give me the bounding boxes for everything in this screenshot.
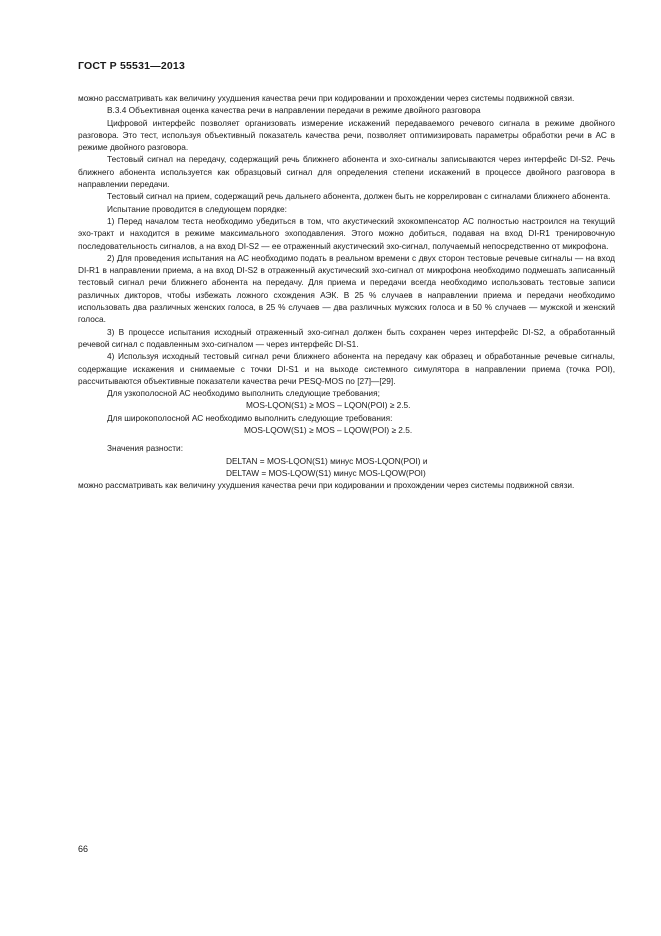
formula-delta-n: DELTAN = MOS-LQON(S1) минус MOS-LQON(POI) и	[226, 455, 428, 466]
formula-delta-w: DELTAW = MOS-LQOW(S1) минус MOS-LQOW(POI)	[226, 467, 426, 478]
paragraph: Цифровой интерфейс позволяет организовать измерение искажений передаваемого речевого сигнала в режиме двойного разговора. Это тест, используя объективный показатель качества речи, позволяет оптимизировать параметры обработки речи в АС в режиме двойного разговора.	[78, 117, 615, 153]
paragraph: Тестовый сигнал на прием, содержащий речь дальнего абонента, должен быть не коррелирован с сигналами ближнего абонента.	[107, 191, 611, 202]
paragraph-intro: можно рассматривать как величину ухудшения качества речи при кодировании и прохождении через системы подвижной связи.	[78, 93, 575, 103]
formula-narrowband: MOS-LQON(S1) ≥ MOS – LQON(POI) ≥ 2.5.	[246, 400, 411, 411]
paragraph-conclusion: можно рассматривать как величину ухудшения качества речи при кодировании и прохождении через системы подвижной связи.	[78, 480, 575, 491]
paragraph: Значения разности:	[107, 443, 184, 454]
page-number: 66	[78, 844, 89, 854]
paragraph: Для узкополосной АС необходимо выполнить следующие требования;	[107, 388, 380, 399]
paragraph: Для широкополосной АС необходимо выполнить следующие требования:	[107, 412, 393, 423]
page-body	[78, 92, 615, 492]
paragraph: Тестовый сигнал на передачу, содержащий речь ближнего абонента и эхо-сигналы записываются через интерфейс DI-S2. Речь ближнего абонента используется как образцовый сигнал для определения степени искажений в процессе двойного разговора в направлении передачи.	[78, 154, 615, 190]
document-header: ГОСТ Р 55531—2013	[78, 60, 186, 72]
list-item-step-4: 4) Используя исходный тестовый сигнал речи ближнего абонента на передачу как образец и обработанные речевые сигналы, содержащие искажения и снимаемые с точки DI-S1 и на выходе системного симулятора в направлении приема (точка POI), рассчитываются объективные показатели качества речи PESQ-MOS по [27]—[29].	[78, 351, 615, 386]
paragraph: Испытание проводится в следующем порядке:	[107, 203, 287, 214]
list-item-step-1: 1) Перед началом теста необходимо убедиться в том, что акустический эхокомпенсатор АС полностью настроился на текущий эхо-тракт и находится в режиме максимального эхоподавления. Этого можно добиться, подавая на вход DI-R1 тренировочную последовательность сигналов, а на вход DI-S2 — ее отраженный акустический эхо-сигнал, получаемый непосредственно от микрофона.	[78, 215, 615, 251]
formula-wideband: MOS-LQOW(S1) ≥ MOS – LQOW(POI) ≥ 2.5.	[244, 425, 413, 436]
list-item-step-2: 2) Для проведения испытания на АС необходимо подать в реальном времени с двух сторон тестовые речевые сигналы — на вход DI-R1 в направлении приема, а на вход DI-S2 в отраженный акустический эхо-сигнал от микрофона необходимо подмешать записанный тестовый сигнал речи ближнего абонента на передачу. Для приема и передачи всегда необходимо использовать тестовые записи различных дикторов, чтобы избежать ложного схождения АЭК. В 25 % случаев в направлении приема и передачи необходимо использовать два различных женских голоса, в 25 % случаев — два различных мужских голоса и в 50 % случаев — мужской и женский голоса.	[78, 252, 615, 325]
list-item-step-3: 3) В процессе испытания исходный отраженный эхо-сигнал должен быть сохранен через интерфейс DI-S2, а обработанный речевой сигнал с подавленным эхо-сигналом — через интерфейс DI-S1.	[78, 326, 615, 349]
section-heading: В.3.4 Объективная оценка качества речи в направлении передачи в режиме двойного разговора	[107, 105, 481, 116]
